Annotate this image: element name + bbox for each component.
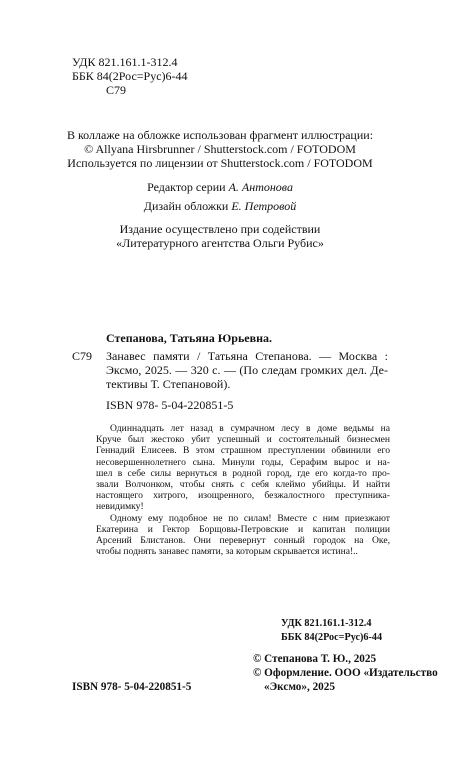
series-editor (60, 180, 380, 194)
author-mark: С79 (106, 83, 127, 97)
catalog-entry-line: Занавес памяти / Татьяна Степанова. — Москва : (106, 349, 388, 363)
bottom-udk-code: УДК 821.161.1-312.4 (281, 618, 372, 629)
bbk-code: ББК 84(2Рос=Рус)6-44 (72, 69, 188, 83)
cover-credit-line-3: Используется по лицензии от Shutterstock.com / FOTODOM (67, 156, 373, 170)
series-editor-label: Редактор серии (147, 180, 229, 194)
annotation-line: Круче был жестоко убит успешный и состоятельный бизнесмен (96, 434, 390, 446)
cover-designer-label: Дизайн обложки (143, 199, 232, 213)
annotation-line: Арсений Блистанов. Они перевернут сонный городок на Оке, (96, 535, 390, 547)
catalog-mark: С79 (72, 349, 93, 363)
catalog-isbn: ISBN 978- 5-04-220851-5 (106, 398, 234, 412)
catalog-entry-line: Эксмо, 2025. — 320 с. — (По следам громких дел. Де- (106, 363, 388, 377)
cover-credit-line-1: В коллаже на обложке использован фрагмент иллюстрации: (66, 128, 374, 142)
publisher-note-line-2: «Литературного агентства Ольги Рубис» (116, 236, 324, 250)
series-editor-name: А. Антонова (228, 180, 293, 194)
copyright-line-2: © Оформление. ООО «Издательство (253, 667, 438, 679)
isbn-bottom: ISBN 978- 5-04-220851-5 (72, 681, 192, 693)
copyright-line-3: «Эксмо», 2025 (264, 681, 335, 693)
annotation-line: Екатерина и Гектор Борщовы-Петровские и капитан полиции (96, 523, 390, 535)
catalog-author-heading: Степанова, Татьяна Юрьевна. (106, 331, 273, 345)
udk-code: УДК 821.161.1-312.4 (72, 55, 178, 69)
annotation-paragraph-1 (96, 423, 390, 434)
publisher-note-line-1: Издание осуществлено при содействии (119, 222, 321, 236)
annotation-line: Одному ему подобное не по силам! Вместе с ним приезжают (110, 512, 390, 524)
annotation-line: настоящего хитрого, изощренного, безжалостного преступника- (96, 490, 390, 502)
cover-designer (60, 199, 380, 213)
catalog-entry-line: тективы Т. Степановой). (106, 377, 231, 391)
annotation-line: несовершеннолетнего сына. Минули годы, Серафим вырос и на- (96, 456, 390, 468)
annotation-line: звали Волчонком, чтобы снять с себя клеймо убийцы. И найти (96, 479, 390, 491)
catalog-entry (106, 349, 388, 391)
cover-credit-line-2: © Allyana Hirsbrunner / Shutterstock.com / FOTODOM (84, 142, 356, 156)
annotation (96, 423, 390, 557)
annotation-line: шел в себе силы вернуться в родной город, где его когда-то про- (96, 467, 390, 479)
annotation-line: Одиннадцать лет назад в сумрачном лесу в доме ведьмы на (110, 423, 390, 434)
cover-designer-name: Е. Петровой (231, 199, 297, 213)
bottom-bbk-code: ББК 84(2Рос=Рус)6-44 (281, 632, 383, 643)
copyright-line-1: © Степанова Т. Ю., 2025 (253, 653, 377, 665)
annotation-line: чтобы поднять занавес памяти, за которым скрывается истина!.. (96, 546, 358, 558)
annotation-paragraph-2 (96, 513, 390, 524)
annotation-line: Геннадий Елисеев. В этом страшном преступлении обвинили его (96, 445, 390, 457)
annotation-line: невидимку! (96, 501, 144, 513)
